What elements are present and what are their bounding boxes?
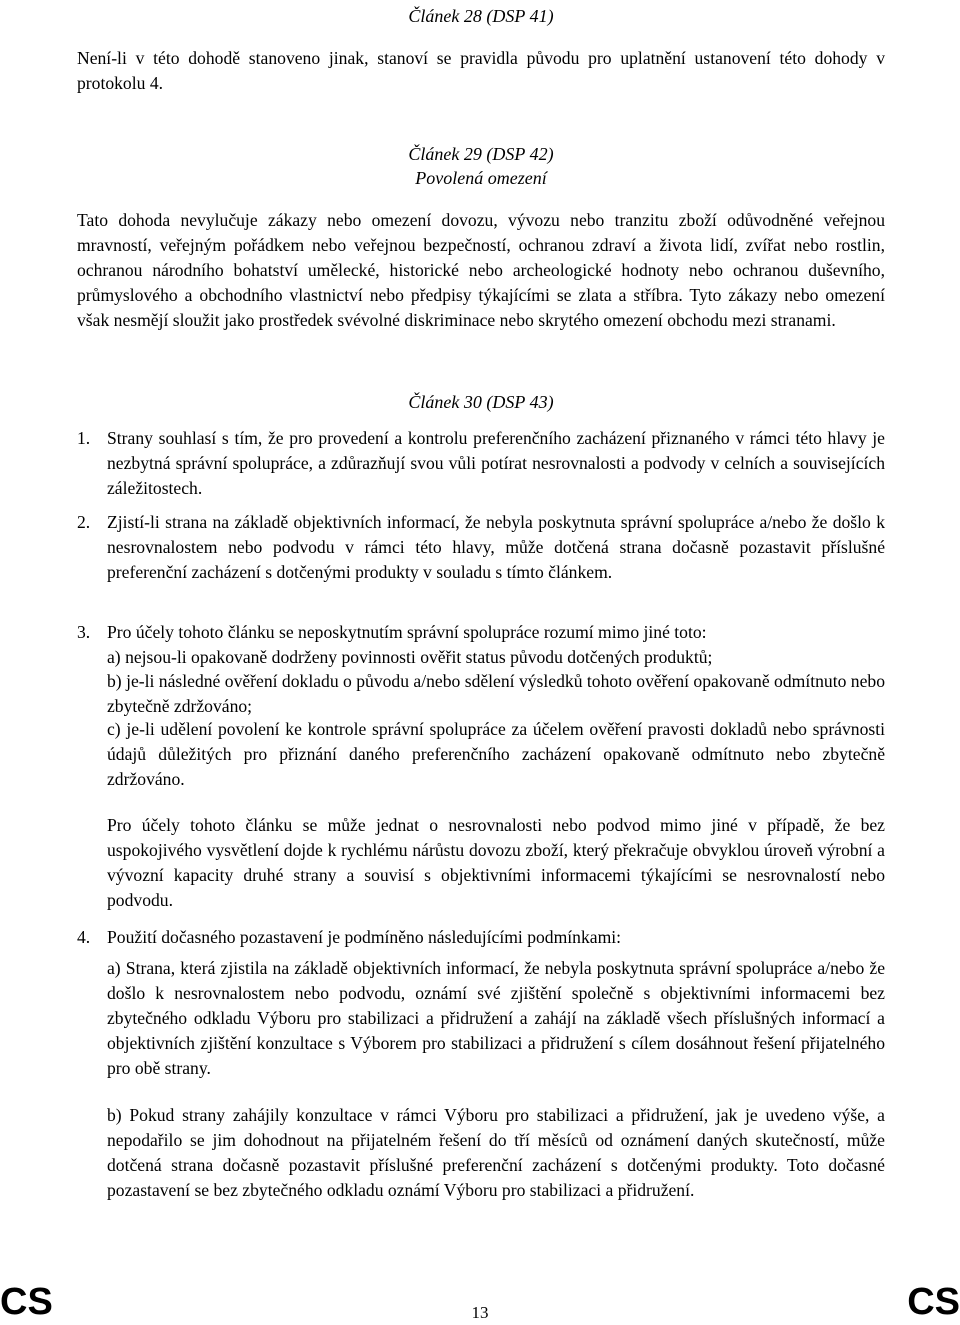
paragraph-1-number: 1.: [77, 428, 91, 448]
paragraph-3-item-c: c) je-li udělení povolení ke kontrole správní spolupráce za účelem ověření pravosti dokladů nebo správnosti údajů důležitých pro přiznání daného preferenčního zacházení opakovaně odmítnuto nebo zbytečně zdržováno.: [107, 719, 885, 789]
article-29-subheading: Povolená omezení: [415, 168, 547, 188]
article-29-heading: Článek 29 (DSP 42): [408, 144, 554, 164]
page-number: 13: [471, 1303, 489, 1322]
paragraph-2-text: Zjistí-li strana na základě objektivních informací, že nebyla poskytnuta správní spolupráce a/nebo že došlo k nesrovnalostem nebo podvodu v rámci této hlavy, může dotčená strana dočasně pozastavit příslušné preferenční zacházení s dotčenými produkty v souladu s tímto článkem.: [107, 512, 885, 582]
paragraph-3-extra: Pro účely tohoto článku se může jednat o nesrovnalosti nebo podvod mimo jiné v případě, že bez uspokojivého vysvětlení dojde k rychlému nárůstu dovozu zboží, který překračuje obvyklou úroveň výrobní a vývozní kapacity druhé strany a souvisí s objektivními informacemi týkajícími se nesrovnalostí nebo podvodu.: [107, 815, 885, 910]
paragraph-4-number: 4.: [77, 927, 91, 947]
article-28-text: Není-li v této dohodě stanoveno jinak, stanoví se pravidla původu pro uplatnění ustanovení této dohody v protokolu 4.: [77, 48, 885, 93]
footer-language-right: CS: [907, 1281, 960, 1323]
paragraph-3-number: 3.: [77, 622, 91, 642]
paragraph-3-intro: Pro účely tohoto článku se neposkytnutím správní spolupráce rozumí mimo jiné toto:: [107, 622, 707, 642]
paragraph-4-intro: Použití dočasného pozastavení je podmíněno následujícími podmínkami:: [107, 927, 622, 947]
paragraph-1-text: Strany souhlasí s tím, že pro provedení a kontrolu preferenčního zacházení přiznaného v rámci této hlavy je nezbytná správní spolupráce, a zdůrazňují svou vůli potírat nesrovnalosti a podvody v celních a souvisejících záležitostech.: [107, 428, 885, 498]
article-28-heading: Článek 28 (DSP 41): [408, 6, 554, 26]
footer-language-left: CS: [0, 1281, 53, 1323]
paragraph-2-number: 2.: [77, 512, 91, 532]
paragraph-3-item-a: a) nejsou-li opakovaně dodrženy povinnosti ověřit status původu dotčených produktů;: [107, 647, 713, 667]
paragraph-4-item-b: b) Pokud strany zahájily konzultace v rámci Výboru pro stabilizaci a přidružení, jak je uvedeno výše, a nepodařilo se jim dohodnout na přijatelném řešení do tří měsíců od oznámení daných skutečností, může dotčená strana dočasně pozastavit příslušné preferenční zacházení s dotčenými produkty. Toto dočasné pozastavení se bez zbytečného odkladu oznámí Výboru pro stabilizaci a přidružení.: [107, 1105, 885, 1200]
article-29-text: Tato dohoda nevylučuje zákazy nebo omezení dovozu, vývozu nebo tranzitu zboží odůvodněné veřejnou mravností, veřejným pořádkem nebo veřejnou bezpečností, ochranou zdraví a života lidí, zvířat nebo rostlin, ochranou národního bohatství umělecké, historické nebo archeologické hodnoty nebo ochranou duševního, průmyslového a obchodního vlastnictví nebo předpisy týkajícími se zlata a stříbra. Tyto zákazy nebo omezení však nesmějí sloužit jako prostředek svévolné diskriminace nebo skrytého omezení obchodu mezi stranami.: [77, 210, 885, 330]
paragraph-4-item-a: a) Strana, která zjistila na základě objektivních informací, že nebyla poskytnuta správní spolupráce a/nebo že došlo k nesrovnalostem nebo podvodu, oznámí své zjištění společně s objektivními informacemi bez zbytečného odkladu Výboru pro stabilizaci a přidružení a zahájí na základě všech příslušných informací a objektivních zjištění konzultace s Výborem pro stabilizaci a přidružení s cílem dosáhnout řešení přijatelného pro obě strany.: [107, 958, 885, 1078]
paragraph-3-item-b: b) je-li následné ověření dokladu o původu a/nebo sdělení výsledků tohoto ověření opakovaně odmítnuto nebo zbytečně zdržováno;: [107, 671, 885, 716]
article-30-heading: Článek 30 (DSP 43): [408, 392, 554, 412]
